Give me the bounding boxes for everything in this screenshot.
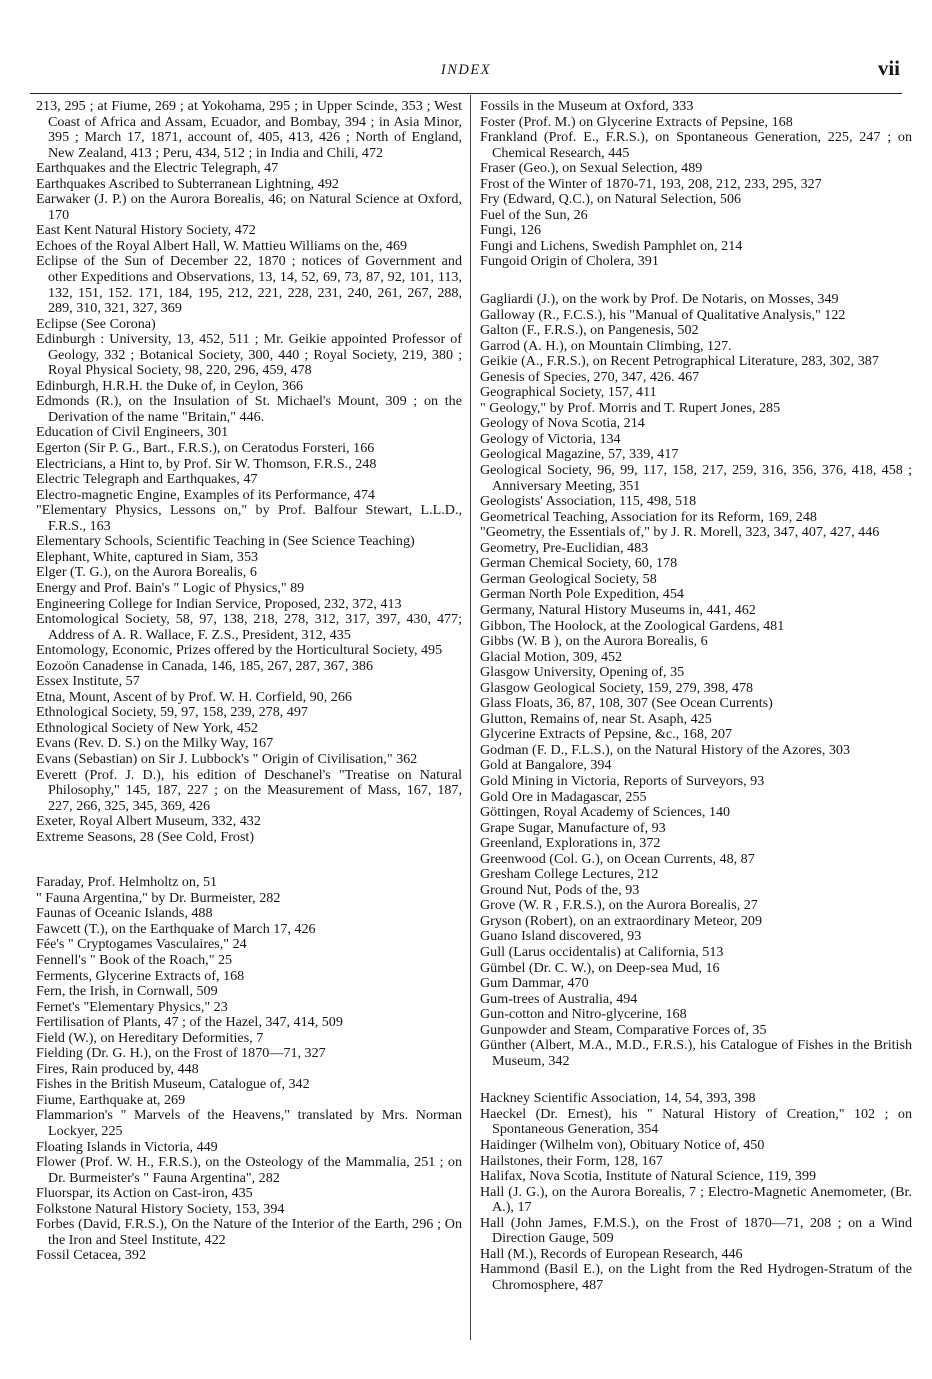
index-entry: Halifax, Nova Scotia, Institute of Natural Science, 119, 399	[480, 1168, 817, 1185]
index-entry: Geometrical Teaching, Association for its Reform, 169, 248	[480, 508, 817, 525]
index-entry: Earwaker (J. P.) on the Aurora Borealis, 46; on Natural Science at Oxford, 170	[36, 191, 462, 223]
index-entry: Elger (T. G.), on the Aurora Borealis, 6	[36, 564, 257, 581]
index-entry: Fry (Edward, Q.C.), on Natural Selection, 506	[480, 191, 742, 208]
index-entry: Evans (Rev. D. S.) on the Milky Way, 167	[36, 735, 274, 752]
index-entry: Gold Mining in Victoria, Reports of Surveyors, 93	[480, 772, 765, 789]
index-entry: Glycerine Extracts of Pepsine, &c., 168, 207	[480, 726, 733, 743]
index-entry: Earthquakes Ascribed to Subterranean Lightning, 492	[36, 175, 339, 192]
index-entry: Evans (Sebastian) on Sir J. Lubbock's " Origin of Civilisation," 362	[36, 750, 418, 767]
index-entry: Fraser (Geo.), on Sexual Selection, 489	[480, 160, 703, 177]
index-entry: Geology of Victoria, 134	[480, 430, 621, 447]
index-entry: Fungoid Origin of Cholera, 391	[480, 253, 659, 270]
index-entry: Eclipse (See Corona)	[36, 315, 156, 332]
index-entry: Education of Civil Engineers, 301	[36, 424, 229, 441]
index-entry: "Geometry, the Essentials of," by J. R. Morell, 323, 347, 407, 427, 446	[480, 524, 880, 541]
index-entry: Elementary Schools, Scientific Teaching in (See Science Teaching)	[36, 533, 415, 550]
index-entry: East Kent Natural History Society, 472	[36, 222, 256, 239]
index-entry: Egerton (Sir P. G., Bart., F.R.S.), on Ceratodus Forsteri, 166	[36, 440, 375, 457]
index-entry: Germany, Natural History Museums in, 441, 462	[480, 601, 756, 618]
index-group-f	[36, 875, 462, 1264]
index-group-e	[36, 99, 462, 845]
index-entry: Gun-cotton and Nitro-glycerine, 168	[480, 1006, 687, 1023]
index-entry: Electro-magnetic Engine, Examples of its Performance, 474	[36, 486, 375, 503]
section-gap	[480, 270, 912, 292]
index-entry: Fossil Cetacea, 392	[36, 1247, 146, 1264]
index-entry: 213, 295 ; at Fiume, 269 ; at Yokohama, 295 ; in Upper Scinde, 353 ; West Coast of Africa and Assam, Ecuador, and Bombay, 394 ; in Asia Minor, 395 ; March 17, 1871, account of, 405, 413, 426 ; North of England, New Zealand, 413 ; Peru, 434, 512 ; in India and Chili, 472	[36, 98, 462, 161]
index-entry: Hall (John James, F.M.S.), on the Frost of 1870—71, 208 ; on a Wind Direction Gauge, 509	[480, 1214, 912, 1247]
index-entry: Fennell's " Book of the Roach," 25	[36, 951, 233, 968]
index-entry: Everett (Prof. J. D.), his edition of Deschanel's "Treatise on Natural Philosophy," 145, 187, 227 ; on the Measurement of Mass, 167, 187, 227, 266, 325, 345, 369, 426	[36, 766, 462, 814]
index-entry: Greenland, Explorations in, 372	[480, 835, 661, 852]
index-entry: Electricians, a Hint to, by Prof. Sir W. Thomson, F.R.S., 248	[36, 455, 377, 472]
index-entry: German Geological Society, 58	[480, 570, 657, 587]
index-entry: Echoes of the Royal Albert Hall, W. Mattieu Williams on the, 469	[36, 237, 408, 254]
page-number: vii	[877, 56, 900, 80]
index-entry: Gunpowder and Steam, Comparative Forces of, 35	[480, 1021, 767, 1038]
index-entry: Ethnological Society of New York, 452	[36, 719, 258, 736]
index-entry: Haeckel (Dr. Ernest), his " Natural History of Creation," 102 ; on Spontaneous Generation, 354	[480, 1105, 912, 1138]
index-entry: Haidinger (Wilhelm von), Obituary Notice of, 450	[480, 1137, 765, 1153]
running-title: INDEX	[440, 62, 492, 78]
index-entry: Glasgow University, Opening of, 35	[480, 664, 685, 681]
index-entry: Exeter, Royal Albert Museum, 332, 432	[36, 813, 261, 830]
index-entry: Gresham College Lectures, 212	[480, 866, 659, 883]
index-entry: Galloway (R., F.C.S.), his "Manual of Qualitative Analysis," 122	[480, 306, 846, 323]
index-entry: Edinburgh : University, 13, 452, 511 ; Mr. Geikie appointed Professor of Geology, 332 ; Botanical Society, 300, 440 ; Royal Society, 219, 380 ; Royal Physical Society, 98, 220, 296, 459, 478	[36, 331, 462, 379]
index-entry: Energy and Prof. Bain's " Logic of Physics," 89	[36, 579, 305, 596]
index-entry: Hall (M.), Records of European Research, 446	[480, 1245, 743, 1262]
index-entry: Geological Magazine, 57, 339, 417	[480, 446, 679, 463]
index-entry: Ethnological Society, 59, 97, 158, 239, 278, 497	[36, 704, 308, 721]
index-entry: Geology of Nova Scotia, 214	[480, 415, 645, 432]
index-entry: Godman (F. D., F.L.S.), on the Natural History of the Azores, 303	[480, 741, 851, 758]
index-entry: Fossils in the Museum at Oxford, 333	[480, 98, 694, 114]
index-entry: Edinburgh, H.R.H. the Duke of, in Ceylon, 366	[36, 377, 304, 394]
index-entry: Entomological Society, 58, 97, 138, 218, 278, 312, 317, 397, 430, 477; Address of A. R. Wallace, F. Z.S., President, 312, 435	[36, 611, 462, 643]
index-entry: Grape Sugar, Manufacture of, 93	[480, 819, 666, 836]
index-entry: Hammond (Basil E.), on the Light from the Red Hydrogen-Stratum of the Chromosphere, 487	[480, 1261, 912, 1293]
header-rule	[30, 93, 902, 94]
index-entry: Fluorspar, its Action on Cast-iron, 435	[36, 1185, 253, 1202]
index-entry: Garrod (A. H.), on Mountain Climbing, 127.	[480, 337, 732, 354]
index-entry: Eclipse of the Sun of December 22, 1870 ; notices of Government and other Expeditions and Observations, 13, 14, 52, 69, 73, 87, 92, 101, 113, 132, 151, 152. 171, 184, 195, 212, 221, 228, 231, 240, 261, 267, 288, 289, 310, 321, 327, 369	[36, 253, 462, 317]
index-entry: Fernet's "Elementary Physics," 23	[36, 998, 228, 1015]
index-entry: Geometry, Pre-Euclidian, 483	[480, 539, 649, 556]
index-entry: Flammarion's " Marvels of the Heavens," translated by Mrs. Norman Lockyer, 225	[36, 1107, 462, 1139]
index-entry: Fuel of the Sun, 26	[480, 206, 588, 223]
page-header	[30, 56, 902, 90]
index-entry: Gold at Bangalore, 394	[480, 757, 612, 774]
section-gap	[480, 1069, 912, 1091]
index-entry: Fishes in the British Museum, Catalogue of, 342	[36, 1076, 310, 1093]
index-entry: Frost of the Winter of 1870-71, 193, 208, 212, 233, 295, 327	[480, 175, 822, 192]
index-entry: Geikie (A., F.R.S.), on Recent Petrographical Literature, 283, 302, 387	[480, 353, 879, 370]
index-entry: Gibbon, The Hoolock, at the Zoological Gardens, 481	[480, 617, 785, 634]
index-entry: Geological Society, 96, 99, 117, 158, 217, 259, 316, 356, 376, 418, 458 ; Anniversary Meeting, 351	[480, 462, 912, 494]
index-group-f-continued	[480, 99, 912, 270]
index-entry: Fern, the Irish, in Cornwall, 509	[36, 983, 218, 1000]
left-column	[36, 99, 462, 1264]
index-group-g	[480, 292, 912, 1069]
index-entry: Fiume, Earthquake at, 269	[36, 1091, 186, 1108]
index-entry: Hackney Scientific Association, 14, 54, 393, 398	[480, 1090, 756, 1107]
index-entry: Gum-trees of Australia, 494	[480, 990, 638, 1007]
index-entry: Fungi, 126	[480, 222, 542, 239]
index-entry: Floating Islands in Victoria, 449	[36, 1138, 218, 1155]
index-entry: Extreme Seasons, 28 (See Cold, Frost)	[36, 828, 255, 845]
index-entry: Guano Island discovered, 93	[480, 928, 642, 945]
index-entry: Geologists' Association, 115, 498, 518	[480, 493, 697, 510]
index-entry: Fawcett (T.), on the Earthquake of March 17, 426	[36, 920, 316, 937]
index-entry: Gümbel (Dr. C. W.), on Deep-sea Mud, 16	[480, 959, 720, 976]
index-entry: Folkstone Natural History Society, 153, 394	[36, 1200, 285, 1217]
index-entry: Entomology, Economic, Prizes offered by the Horticultural Society, 495	[36, 642, 443, 659]
section-gap	[36, 845, 462, 875]
index-entry: Fertilisation of Plants, 47 ; of the Hazel, 347, 414, 509	[36, 1014, 343, 1031]
index-entry: Hailstones, their Form, 128, 167	[480, 1152, 663, 1169]
index-entry: Essex Institute, 57	[36, 673, 140, 690]
index-entry: Ground Nut, Pods of the, 93	[480, 881, 640, 898]
index-entry: Forbes (David, F.R.S.), On the Nature of the Interior of the Earth, 296 ; On the Iron and Steel Institute, 422	[36, 1216, 462, 1248]
index-entry: Fielding (Dr. G. H.), on the Frost of 1870—71, 327	[36, 1045, 326, 1062]
index-entry: Faraday, Prof. Helmholtz on, 51	[36, 874, 218, 891]
index-entry: Günther (Albert, M.A., M.D., F.R.S.), his Catalogue of Fishes in the British Museum, 342	[480, 1037, 912, 1069]
index-entry: Glasgow Geological Society, 159, 279, 398, 478	[480, 679, 754, 696]
index-entry: "Elementary Physics, Lessons on," by Prof. Balfour Stewart, L.L.D., F.R.S., 163	[36, 502, 462, 534]
index-entry: Faunas of Oceanic Islands, 488	[36, 905, 213, 922]
index-entry: Gagliardi (J.), on the work by Prof. De Notaris, on Mosses, 349	[480, 291, 839, 308]
index-entry: Etna, Mount, Ascent of by Prof. W. H. Corfield, 90, 266	[36, 688, 352, 705]
index-entry: " Fauna Argentina," by Dr. Burmeister, 282	[36, 889, 281, 906]
index-entry: Eozoön Canadense in Canada, 146, 185, 267, 287, 367, 386	[36, 657, 374, 674]
index-entry: Flower (Prof. W. H., F.R.S.), on the Osteology of the Mammalia, 251 ; on Dr. Burmeister's " Fauna Argentina", 282	[36, 1154, 462, 1186]
right-column	[480, 99, 912, 1293]
index-entry: Greenwood (Col. G.), on Ocean Currents, 48, 87	[480, 850, 755, 867]
index-entry: Foster (Prof. M.) on Glycerine Extracts of Pepsine, 168	[480, 113, 793, 130]
index-entry: Edmonds (R.), on the Insulation of St. Michael's Mount, 309 ; on the Derivation of the name "Britain," 446.	[36, 393, 462, 425]
index-entry: Fires, Rain produced by, 448	[36, 1060, 199, 1077]
index-entry: Gull (Larus occidentalis) at California, 513	[480, 943, 724, 960]
index-entry: Glacial Motion, 309, 452	[480, 648, 623, 665]
index-entry: Genesis of Species, 270, 347, 426. 467	[480, 368, 700, 385]
index-entry: Engineering College for Indian Service, Proposed, 232, 372, 413	[36, 595, 402, 612]
index-entry: Geographical Society, 157, 411	[480, 384, 657, 401]
index-entry: Fée's " Cryptogames Vasculaires," 24	[36, 936, 247, 953]
index-entry: Earthquakes and the Electric Telegraph, 47	[36, 160, 279, 177]
index-entry: Ferments, Glycerine Extracts of, 168	[36, 967, 245, 984]
index-entry: Göttingen, Royal Academy of Sciences, 140	[480, 804, 731, 821]
index-entry: Gold Ore in Madagascar, 255	[480, 788, 647, 805]
index-entry: Elephant, White, captured in Siam, 353	[36, 548, 259, 565]
index-entry: Glass Floats, 36, 87, 108, 307 (See Ocean Currents)	[480, 695, 773, 712]
index-entry: Electric Telegraph and Earthquakes, 47	[36, 471, 258, 488]
index-entry: Frankland (Prof. E., F.R.S.), on Spontaneous Generation, 225, 247 ; on Chemical Research, 445	[480, 129, 912, 161]
index-entry: Gryson (Robert), on an extraordinary Meteor, 209	[480, 912, 763, 929]
index-entry: Glutton, Remains of, near St. Asaph, 425	[480, 710, 712, 727]
index-entry: Hall (J. G.), on the Aurora Borealis, 7 ; Electro-Magnetic Anemometer, (Br. A.), 17	[480, 1183, 912, 1216]
index-entry: German Chemical Society, 60, 178	[480, 555, 678, 572]
index-entry: Gum Dammar, 470	[480, 975, 589, 992]
index-group-h	[480, 1091, 912, 1293]
index-entry: Gibbs (W. B ), on the Aurora Borealis, 6	[480, 633, 708, 650]
index-entry: Field (W.), on Hereditary Deformities, 7	[36, 1029, 264, 1046]
column-divider	[470, 95, 471, 1340]
index-entry: German North Pole Expedition, 454	[480, 586, 684, 603]
index-entry: " Geology," by Prof. Morris and T. Rupert Jones, 285	[480, 399, 781, 416]
index-entry: Grove (W. R , F.R.S.), on the Aurora Borealis, 27	[480, 897, 758, 914]
index-entry: Galton (F., F.R.S.), on Pangenesis, 502	[480, 322, 699, 339]
index-entry: Fungi and Lichens, Swedish Pamphlet on, 214	[480, 237, 743, 254]
